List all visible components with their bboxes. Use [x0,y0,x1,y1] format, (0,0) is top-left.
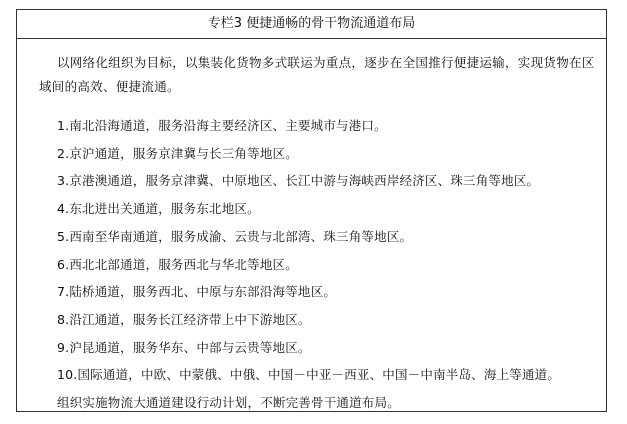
list-item: 4.东北进出关通道，服务东北地区。 [57,201,260,216]
list-item: 10.国际通道，中欧、中蒙俄、中俄、中国－中亚－西亚、中国－中南半岛、海上等通道。 [57,367,561,382]
list-item: 2.京沪通道，服务京津冀与长三角等地区。 [57,146,298,161]
intro-paragraph: 以网络化组织为目标，以集装化货物多式联运为重点，逐步在全国推行便捷运输，实现货物在区域间的高效、便捷流通。 [39,55,595,94]
list-item: 7.陆桥通道，服务西北、中原与东部沿海等地区。 [57,284,337,299]
list-item: 5.西南至华南通道，服务成渝、云贵与北部湾、珠三角等地区。 [57,229,413,244]
list-item: 6.西北北部通道，服务西北与华北等地区。 [57,257,298,272]
list-item: 9.沪昆通道，服务华东、中部与云贵等地区。 [57,340,311,355]
list-item: 3.京港澳通道，服务京津冀、中原地区、长江中游与海峡西岸经济区、珠三角等地区。 [57,173,540,188]
list-item: 8.沿江通道，服务长江经济带上中下游地区。 [57,312,311,327]
feature-box [16,9,607,412]
box-title: 专栏3 便捷通畅的骨干物流通道布局 [17,10,606,39]
list-item: 1.南北沿海通道，服务沿海主要经济区、主要城市与港口。 [57,118,387,133]
closing-paragraph: 组织实施物流大通道建设行动计划，不断完善骨干通道布局。 [57,395,400,410]
